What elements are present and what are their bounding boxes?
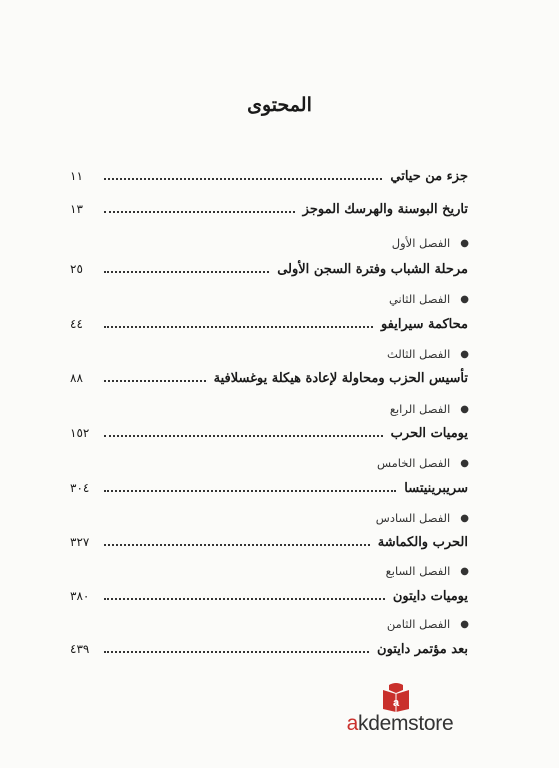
toc-entry-title: سريبرينيتسا [404,480,468,496]
chapter-heading [376,508,469,528]
logo-accent-letter: a [346,712,359,735]
leader-dots [104,651,369,653]
leader-dots [104,326,373,328]
leader-dots [104,490,396,492]
toc-entry-title: بعد مؤتمر دايتون [377,641,468,657]
chapter-label: الفصل الثامن [386,617,451,631]
toc-entry [70,638,468,660]
toc-entry-title: يوميات دايتون [392,588,468,604]
bullet-icon: ● [460,237,469,249]
toc-entry [70,531,468,553]
toc-page-number: ٢٥ [70,262,83,276]
bullet-icon: ● [460,403,469,415]
chapter-heading [386,561,469,581]
bullet-icon: ● [460,348,469,360]
toc-page-number: ١١ [70,169,83,183]
chapter-label: الفصل السابع [385,564,451,578]
bullet-icon: ● [460,618,469,630]
leader-dots [104,271,269,273]
toc-page-number: ٣٠٤ [70,481,90,495]
chapter-heading [390,399,469,419]
toc-page-number: ٣٢٧ [70,535,90,549]
book-icon [380,682,412,712]
chapter-heading [377,453,469,473]
toc-entry-title: تأسيس الحزب ومحاولة لإعادة هيكلة يوغسلافية [213,370,468,386]
chapter-label: الفصل الرابع [389,402,451,416]
bullet-icon: ● [460,293,469,305]
toc-entry [70,585,468,607]
toc-entry [70,198,468,220]
toc-page-number: ١٥٢ [70,426,90,440]
bullet-icon: ● [460,457,469,469]
toc-page-number: ٨٨ [70,371,83,385]
chapter-heading [387,614,469,634]
leader-dots [104,380,206,382]
toc-entry-title: مرحلة الشباب وفترة السجن الأولى [277,261,468,277]
toc-entry [70,165,468,187]
toc-page-number: ١٣ [70,202,83,216]
chapter-heading [389,289,469,309]
chapter-label: الفصل الثاني [388,292,451,306]
toc-entry-title: الحرب والكماشة [377,534,468,550]
bullet-icon: ● [460,512,469,524]
toc-page-number: ٣٨٠ [70,589,90,603]
akdemstore-logo [325,682,475,742]
toc-entry [70,313,468,335]
toc-entry [70,477,468,499]
toc-page-number: ٤٤ [70,317,83,331]
toc-entry [70,258,468,280]
toc-entry [70,367,468,389]
chapter-label: الفصل الخامس [376,456,451,470]
logo-wordmark [325,712,475,736]
toc-entry-title: محاكمة سيرايفو [380,316,468,332]
leader-dots [104,544,370,546]
bullet-icon: ● [460,565,469,577]
toc-entry [70,422,468,444]
chapter-label: الفصل السادس [375,511,451,525]
leader-dots [104,211,295,213]
leader-dots [104,598,385,600]
leader-dots [104,435,383,437]
logo-rest: kdemstore [358,712,454,735]
chapter-heading [392,233,469,253]
chapter-label: الفصل الثالث [386,347,451,361]
chapter-label: الفصل الأول [391,236,451,250]
logo-badge: a [392,697,400,709]
leader-dots [104,178,382,180]
toc-entry-title: تاريخ البوسنة والهرسك الموجز [302,201,468,217]
toc-entry-title: جزء من حياتي [390,168,468,184]
toc-page-number: ٤٣٩ [70,642,90,656]
chapter-heading [387,344,469,364]
page-title: المحتوى [247,94,312,116]
toc-entry-title: يوميات الحرب [390,425,468,441]
